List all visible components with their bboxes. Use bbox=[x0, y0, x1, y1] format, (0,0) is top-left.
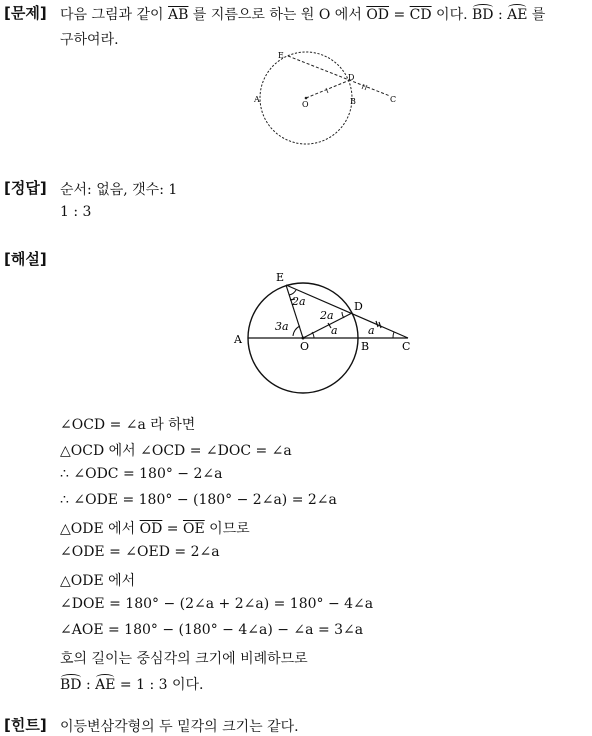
angle-label-d: 2a bbox=[320, 309, 334, 322]
step-6: ∠ODE = ∠OED = 2∠a bbox=[60, 544, 220, 560]
final-answer-line bbox=[60, 674, 204, 694]
answer-line-2: 1 : 3 bbox=[60, 204, 92, 220]
label-e: E bbox=[278, 51, 284, 60]
center-point bbox=[305, 97, 308, 100]
answer-tag: [정답] bbox=[4, 179, 47, 197]
step-5 bbox=[60, 518, 250, 538]
segment-cd: $\overline{CD}$ bbox=[409, 7, 432, 23]
answer-line-1: 순서: 없음, 갯수: 1 bbox=[60, 182, 178, 198]
arc-ae: AE bbox=[507, 7, 528, 23]
step-text: 이므로 bbox=[204, 521, 250, 537]
radius-od bbox=[306, 80, 350, 98]
explanation-tag: [해설] bbox=[4, 250, 47, 268]
label-d: D bbox=[348, 73, 355, 82]
label-a: A bbox=[254, 95, 260, 104]
tick-mark bbox=[365, 85, 367, 90]
angle-label-c: a bbox=[368, 324, 375, 337]
step-2: △OCD 에서 ∠OCD = ∠DOC = ∠a bbox=[60, 443, 292, 459]
problem-figure bbox=[240, 46, 410, 148]
problem-text: 를 지름으로 하는 원 O 에서 bbox=[188, 7, 367, 23]
step-1: ∠OCD = ∠a 라 하면 bbox=[60, 417, 196, 433]
hint-tag: [힌트] bbox=[4, 716, 47, 734]
tick-mark bbox=[376, 321, 381, 328]
tick-mark bbox=[362, 84, 364, 89]
equals-sign: = bbox=[389, 7, 410, 23]
step-10: 호의 길이는 중심각의 크기에 비례하므로 bbox=[60, 651, 308, 667]
line-ec bbox=[286, 285, 408, 338]
label-b: B bbox=[361, 340, 370, 353]
equals-sign: = bbox=[162, 521, 183, 537]
problem-text: 를 bbox=[527, 7, 546, 23]
segment-oe: $\overline{OE}$ bbox=[182, 521, 205, 537]
arc-ae: AE bbox=[95, 677, 116, 693]
label-c: C bbox=[390, 95, 397, 104]
tick-mark bbox=[326, 88, 328, 93]
step-7: △ODE 에서 bbox=[60, 573, 136, 589]
problem-tag: [문제] bbox=[4, 4, 47, 22]
angle-label-o-left: 3a bbox=[275, 320, 289, 333]
hint-text: 이등변삼각형의 두 밑각의 크기는 같다. bbox=[60, 719, 299, 735]
step-text: △ODE 에서 bbox=[60, 521, 140, 537]
label-c: C bbox=[402, 340, 411, 353]
explanation-figure bbox=[228, 268, 418, 396]
problem-line-2: 구하여라. bbox=[60, 32, 119, 48]
angle-arc bbox=[393, 332, 394, 338]
angle-arc bbox=[293, 326, 300, 336]
angle-label-o-right: a bbox=[331, 324, 338, 337]
segment-od: $\overline{OD}$ bbox=[366, 7, 390, 23]
label-a: A bbox=[234, 333, 242, 346]
label-b: B bbox=[350, 97, 356, 106]
step-4: ∴ ∠ODE = 180° − (180° − 2∠a) = 2∠a bbox=[60, 492, 337, 508]
angle-arc bbox=[342, 312, 344, 318]
problem-text: 다음 그림과 같이 bbox=[60, 7, 169, 23]
problem-text: 이다. bbox=[431, 7, 472, 23]
arc-bd: BD bbox=[472, 7, 494, 23]
label-o: O bbox=[302, 100, 309, 109]
colon: : bbox=[81, 677, 96, 693]
arc-bd: BD bbox=[60, 677, 82, 693]
step-8: ∠DOE = 180° − (2∠a + 2∠a) = 180° − 4∠a bbox=[60, 596, 374, 612]
step-3: ∴ ∠ODC = 180° − 2∠a bbox=[60, 466, 223, 482]
secant-line-ec bbox=[288, 56, 390, 96]
problem-line-1 bbox=[60, 4, 545, 24]
label-o: O bbox=[300, 340, 310, 353]
angle-label-e: 2a bbox=[292, 295, 306, 308]
step-9: ∠AOE = 180° − (180° − 4∠a) − ∠a = 3∠a bbox=[60, 622, 364, 638]
label-d: D bbox=[354, 300, 363, 313]
segment-ab: $\overline{AB}$ bbox=[168, 7, 189, 23]
colon: : bbox=[493, 7, 508, 23]
label-e: E bbox=[276, 271, 285, 284]
segment-od: $\overline{OD}$ bbox=[139, 521, 163, 537]
final-text: = 1 : 3 이다. bbox=[115, 677, 204, 693]
